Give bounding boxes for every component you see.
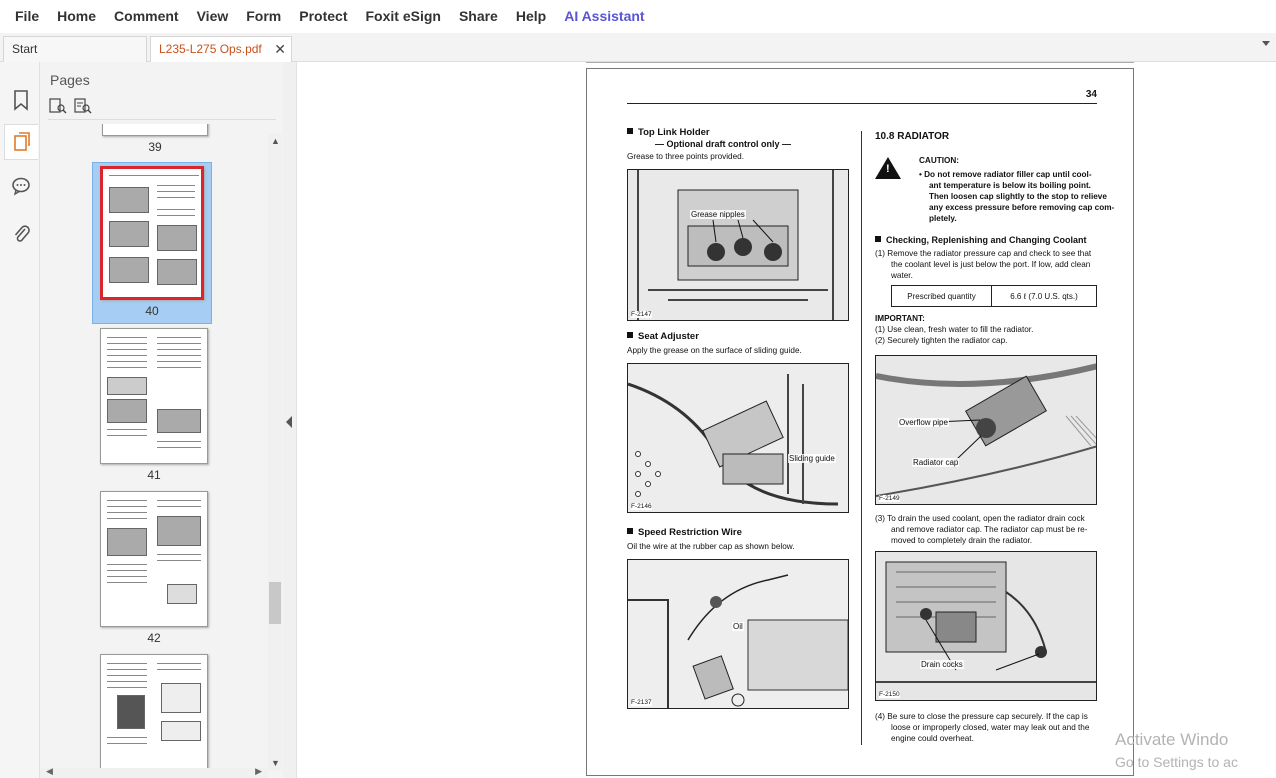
menu-view[interactable]: View bbox=[196, 8, 229, 24]
caution-line: ant temperature is below its boiling point. bbox=[929, 181, 1091, 190]
pdf-page bbox=[586, 68, 1134, 776]
pages-panel bbox=[40, 62, 283, 778]
caution-line: • Do not remove radiator filler cap until cool- bbox=[919, 170, 1092, 179]
close-icon[interactable]: ✕ bbox=[274, 41, 286, 57]
step-text: (3) To drain the used coolant, open the radiator drain cock bbox=[875, 514, 1085, 523]
spec-key: Prescribed quantity bbox=[892, 286, 992, 306]
figure-code: F-2146 bbox=[631, 503, 652, 510]
panel-collapse-strip[interactable] bbox=[283, 62, 297, 778]
figure-label: Oil bbox=[733, 622, 743, 631]
menu-share[interactable]: Share bbox=[458, 8, 498, 24]
thumbnail-page-41[interactable] bbox=[100, 328, 208, 482]
figure-code: F-2147 bbox=[631, 311, 652, 318]
figure-code: F-2149 bbox=[879, 495, 900, 502]
step-text: loose or improperly closed, water may leak out and the bbox=[891, 723, 1090, 732]
thumbnail-page-42[interactable] bbox=[100, 491, 208, 645]
tab-document[interactable] bbox=[150, 36, 292, 62]
figure-speed-restriction-wire bbox=[627, 559, 849, 709]
section-heading: Top Link Holder bbox=[627, 127, 710, 138]
attachment-icon[interactable] bbox=[4, 216, 38, 252]
step-text: water. bbox=[891, 271, 913, 280]
scroll-down-icon[interactable]: ▼ bbox=[271, 758, 280, 768]
step-text: and remove radiator cap. The radiator cap must be re- bbox=[891, 525, 1088, 534]
thumbnail-number: 40 bbox=[145, 304, 159, 318]
navigation-rail bbox=[0, 62, 40, 778]
thumbnail-list bbox=[40, 124, 268, 774]
caution-line: pletely. bbox=[929, 214, 957, 223]
step-text: the coolant level is just below the port. If low, add clean bbox=[891, 260, 1091, 269]
thumbnail-page-43[interactable] bbox=[100, 654, 208, 774]
tab-list-dropdown-icon[interactable] bbox=[1262, 41, 1270, 46]
figure-label: Sliding guide bbox=[789, 454, 835, 463]
thumbnail-image bbox=[100, 328, 208, 464]
caution-line: any excess pressure before removing cap com- bbox=[929, 203, 1115, 212]
scroll-right-icon[interactable]: ▶ bbox=[255, 766, 262, 776]
step-text: engine could overheat. bbox=[891, 734, 974, 743]
caution-title: CAUTION: bbox=[919, 156, 960, 165]
caution-line: Then loosen cap slightly to the stop to relieve bbox=[929, 192, 1107, 201]
scroll-up-icon[interactable]: ▲ bbox=[271, 136, 280, 146]
step-text: (4) Be sure to close the pressure cap securely. If the cap is bbox=[875, 712, 1088, 721]
menu-foxit-esign[interactable]: Foxit eSign bbox=[365, 8, 441, 24]
scrollbar-thumb[interactable] bbox=[269, 582, 281, 624]
activation-watermark: Activate Windo bbox=[1115, 730, 1229, 749]
section-text: Apply the grease on the surface of sliding guide. bbox=[627, 346, 802, 355]
section-heading: Seat Adjuster bbox=[627, 331, 699, 342]
menu-file[interactable]: File bbox=[15, 8, 40, 24]
menu-protect[interactable]: Protect bbox=[299, 8, 348, 24]
important-title: IMPORTANT: bbox=[875, 314, 925, 323]
document-viewport[interactable] bbox=[297, 62, 1276, 778]
bookmark-icon[interactable] bbox=[4, 82, 38, 118]
important-line: (1) Use clean, fresh water to fill the radiator. bbox=[875, 325, 1034, 334]
figure-code: F-2150 bbox=[879, 691, 900, 698]
thumbnail-image bbox=[102, 124, 208, 136]
panel-title: Pages bbox=[50, 72, 90, 88]
comment-icon[interactable] bbox=[4, 168, 38, 204]
thumbnail-number: 42 bbox=[147, 631, 161, 645]
figure-drain-cocks bbox=[875, 551, 1097, 701]
step-text: (1) Remove the radiator pressure cap and check to see that bbox=[875, 249, 1092, 258]
figure-label: Overflow pipe bbox=[899, 418, 948, 427]
figure-code: F-2137 bbox=[631, 699, 652, 706]
thumbnail-hscrollbar[interactable] bbox=[40, 768, 268, 778]
collapse-arrow-icon[interactable] bbox=[286, 416, 292, 428]
figure-label: Radiator cap bbox=[913, 458, 959, 467]
thumbnail-page-39[interactable] bbox=[102, 124, 208, 154]
important-line: (2) Securely tighten the radiator cap. bbox=[875, 336, 1008, 345]
pages-icon[interactable] bbox=[4, 124, 38, 160]
figure-radiator-cap bbox=[875, 355, 1097, 505]
tab-start[interactable] bbox=[3, 36, 147, 62]
section-subtitle: — Optional draft control only — bbox=[655, 139, 791, 149]
menu-form[interactable]: Form bbox=[246, 8, 282, 24]
tab-document-label: L235-L275 Ops.pdf bbox=[159, 42, 262, 56]
thumbnail-image bbox=[100, 166, 204, 300]
section-heading: Speed Restriction Wire bbox=[627, 527, 742, 538]
spec-table bbox=[891, 285, 1097, 307]
section-text: Oil the wire at the rubber cap as shown below. bbox=[627, 542, 795, 551]
previous-page-edge bbox=[586, 62, 1134, 63]
figure-top-link-holder bbox=[627, 169, 849, 321]
warning-icon: ! bbox=[875, 157, 901, 179]
page-options-icon[interactable] bbox=[49, 98, 67, 114]
scroll-left-icon[interactable]: ◀ bbox=[46, 766, 53, 776]
spec-value: 6.6 ℓ (7.0 U.S. qts.) bbox=[1010, 291, 1078, 301]
header-rule bbox=[627, 103, 1097, 104]
tab-start-label: Start bbox=[12, 42, 38, 56]
page-number: 34 bbox=[1085, 89, 1097, 100]
step-text: moved to completely drain the radiator. bbox=[891, 536, 1033, 545]
column-rule bbox=[861, 131, 862, 745]
page-search-icon[interactable] bbox=[74, 98, 92, 114]
figure-label: Drain cocks bbox=[921, 660, 963, 669]
radiator-title: 10.8 RADIATOR bbox=[875, 131, 950, 142]
tab-bar bbox=[0, 33, 1276, 62]
thumbnail-page-40[interactable] bbox=[92, 162, 212, 324]
thumbnail-scrollbar[interactable] bbox=[268, 134, 282, 770]
thumbnail-number: 41 bbox=[147, 468, 161, 482]
figure-seat-adjuster bbox=[627, 363, 849, 513]
activation-watermark-sub: Go to Settings to ac bbox=[1115, 754, 1238, 770]
menu-comment[interactable]: Comment bbox=[114, 8, 179, 24]
thumbnail-image bbox=[100, 491, 208, 627]
menu-home[interactable]: Home bbox=[57, 8, 97, 24]
panel-separator bbox=[48, 119, 276, 120]
thumbnail-image bbox=[100, 654, 208, 774]
menu-bar bbox=[0, 0, 1276, 33]
menu-ai-assistant[interactable]: AI Assistant bbox=[564, 8, 645, 24]
thumbnail-number: 39 bbox=[148, 140, 162, 154]
menu-help[interactable]: Help bbox=[515, 8, 547, 24]
section-heading: Checking, Replenishing and Changing Coolant bbox=[875, 235, 1087, 245]
figure-label: Grease nipples bbox=[691, 210, 745, 219]
section-text: Grease to three points provided. bbox=[627, 152, 744, 161]
